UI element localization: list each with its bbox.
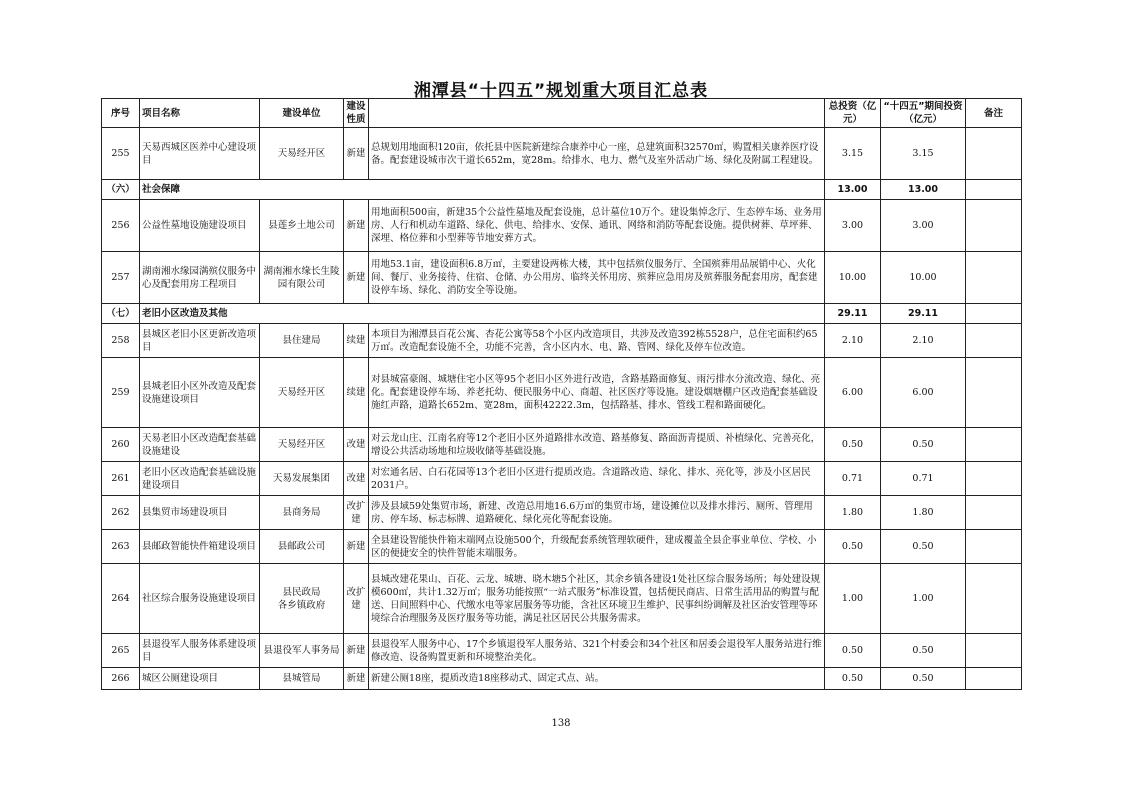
- project-nature: 改建: [344, 428, 369, 462]
- section-remark: [966, 304, 1022, 324]
- project-total: 0.50: [825, 634, 881, 668]
- section-name: 老旧小区改造及其他: [140, 304, 825, 324]
- project-number: 257: [102, 252, 140, 304]
- section-row: [102, 180, 1022, 200]
- project-remark: [966, 324, 1022, 358]
- project-name: 城区公厕建设项目: [140, 668, 260, 690]
- project-nature: 新建: [344, 200, 369, 252]
- project-nature: 新建: [344, 128, 369, 180]
- project-remark: [966, 668, 1022, 690]
- project-remark: [966, 462, 1022, 496]
- project-number: 255: [102, 128, 140, 180]
- header-total: 总投资（亿元）: [825, 99, 881, 128]
- project-number: 258: [102, 324, 140, 358]
- project-total: 1.00: [825, 564, 881, 634]
- project-row: [102, 668, 1022, 690]
- project-row: [102, 462, 1022, 496]
- project-name: 社区综合服务设施建设项目: [140, 564, 260, 634]
- project-unit: 县商务局: [260, 496, 344, 530]
- project-name: 天易西城区医养中心建设项目: [140, 128, 260, 180]
- project-content: 全县建设智能快件箱末端网点设施500个，升级配套系统管理软硬件，建成覆盖全县企事业单位、学校、小区的便捷安全的快件智能末端服务。: [369, 530, 825, 564]
- section-row: [102, 304, 1022, 324]
- project-nature: 新建: [344, 252, 369, 304]
- project-name: 县退役军人服务体系建设项目: [140, 634, 260, 668]
- project-name: 县城老旧小区外改造及配套设施建设项目: [140, 358, 260, 428]
- project-row: [102, 200, 1022, 252]
- project-name: 县邮政智能快件箱建设项目: [140, 530, 260, 564]
- project-period: 6.00: [881, 358, 966, 428]
- project-period: 0.50: [881, 530, 966, 564]
- project-total: 3.00: [825, 200, 881, 252]
- project-unit: 县莲乡土地公司: [260, 200, 344, 252]
- project-total: 0.50: [825, 428, 881, 462]
- project-number: 261: [102, 462, 140, 496]
- header-period: “十四五”期间投资（亿元）: [881, 99, 966, 128]
- header-unit: 建设单位: [260, 99, 344, 128]
- project-remark: [966, 128, 1022, 180]
- project-name: 湖南湘水缘园满殡仪服务中心及配套用房工程项目: [140, 252, 260, 304]
- header-no: 序号: [102, 99, 140, 128]
- header-nature: 建设性质: [344, 99, 369, 128]
- section-name: 社会保障: [140, 180, 825, 200]
- project-unit: 县邮政公司: [260, 530, 344, 564]
- section-number: （七）: [102, 304, 140, 324]
- section-number: （六）: [102, 180, 140, 200]
- project-remark: [966, 530, 1022, 564]
- project-content: 新建公厕18座，提质改造18座移动式、固定式点、站。: [369, 668, 825, 690]
- project-nature: 改扩建: [344, 564, 369, 634]
- project-total: 2.10: [825, 324, 881, 358]
- project-number: 265: [102, 634, 140, 668]
- project-remark: [966, 634, 1022, 668]
- section-total: 29.11: [825, 304, 881, 324]
- project-nature: 改扩建: [344, 496, 369, 530]
- project-nature: 新建: [344, 668, 369, 690]
- project-number: 264: [102, 564, 140, 634]
- project-name: 县城区老旧小区更新改造项目: [140, 324, 260, 358]
- project-row: [102, 358, 1022, 428]
- project-unit: 湖南湘水缘长生陵园有限公司: [260, 252, 344, 304]
- project-number: 262: [102, 496, 140, 530]
- header-name: 项目名称: [140, 99, 260, 128]
- project-period: 1.80: [881, 496, 966, 530]
- project-unit: 天易经开区: [260, 128, 344, 180]
- section-total: 13.00: [825, 180, 881, 200]
- project-content: 对县城富豪阁、城塘住宅小区等95个老旧小区外进行改造，含路基路面修复、雨污排水分流改造、绿化、亮化。配套建设停车场、养老托幼、便民服务中心、商超、社区医疗等设施。建设烟塘棚户区改造配套基础设施红声路，道路长652m、宽28m，面积42222.3m，包括路基、排水、管线工程和路面硬化。: [369, 358, 825, 428]
- project-unit: 县民政局 各乡镇政府: [260, 564, 344, 634]
- project-remark: [966, 358, 1022, 428]
- project-total: 6.00: [825, 358, 881, 428]
- project-nature: 新建: [344, 530, 369, 564]
- project-content: 对云龙山庄、江南名府等12个老旧小区外道路排水改造、路基修复、路面沥青提质、补植绿化、完善亮化，增设公共活动场地和垃圾收储等基础设施。: [369, 428, 825, 462]
- project-name: 老旧小区改造配套基础设施建设项目: [140, 462, 260, 496]
- project-total: 0.50: [825, 668, 881, 690]
- project-row: [102, 324, 1022, 358]
- project-row: [102, 496, 1022, 530]
- project-period: 0.50: [881, 668, 966, 690]
- section-period: 13.00: [881, 180, 966, 200]
- project-remark: [966, 564, 1022, 634]
- project-row: [102, 530, 1022, 564]
- page-title: 湘潭县“十四五”规划重大项目汇总表: [413, 81, 709, 101]
- project-period: 2.10: [881, 324, 966, 358]
- project-period: 1.00: [881, 564, 966, 634]
- project-number: 266: [102, 668, 140, 690]
- header-content: [369, 99, 825, 128]
- project-period: 0.50: [881, 428, 966, 462]
- project-nature: 续建: [344, 358, 369, 428]
- project-unit: 县城管局: [260, 668, 344, 690]
- header-row: [102, 99, 1022, 128]
- project-row: [102, 252, 1022, 304]
- project-remark: [966, 496, 1022, 530]
- project-unit: 天易经开区: [260, 428, 344, 462]
- project-unit: 天易经开区: [260, 358, 344, 428]
- project-period: 0.71: [881, 462, 966, 496]
- project-period: 3.00: [881, 200, 966, 252]
- section-period: 29.11: [881, 304, 966, 324]
- project-remark: [966, 200, 1022, 252]
- header-remark: 备注: [966, 99, 1022, 128]
- project-period: 10.00: [881, 252, 966, 304]
- project-content: 县退役军人服务中心、17个乡镇退役军人服务站、321个村委会和34个社区和居委会退役军人服务站进行维修改造、设备购置更新和环境整治美化。: [369, 634, 825, 668]
- project-row: [102, 128, 1022, 180]
- project-period: 3.15: [881, 128, 966, 180]
- project-total: 3.15: [825, 128, 881, 180]
- project-content: 本项目为湘潭县百花公寓、杏花公寓等58个小区内改造项目，共涉及改造392栋5528户，总住宅面积约65万㎡。改造配套设施不全，功能不完善，含小区内水、电、路、管网、绿化及停车位改造。: [369, 324, 825, 358]
- project-number: 263: [102, 530, 140, 564]
- project-nature: 改建: [344, 462, 369, 496]
- project-total: 10.00: [825, 252, 881, 304]
- project-content: 县城改建花果山、百花、云龙、城塘、晓木塘5个社区，其余乡镇各建设1处社区综合服务场所；每处建设规模600㎡，共计1.32万㎡；服务功能按照“一站式服务”标准设置，包括便民商店、日常生活用品的购置与配送、日间照料中心、代缴水电等家居服务等功能，含社区环境卫生维护、民事纠纷调解及社区治安管理等环境综合治理服务及医疗服务等功能，满足社区居民公共服务需求。: [369, 564, 825, 634]
- project-content: 涉及县域59处集贸市场，新建、改造总用地16.6万㎡的集贸市场，建设摊位以及排水排污、厕所、管理用房、停车场、标志标牌、道路硬化、绿化亮化等配套设施。: [369, 496, 825, 530]
- project-row: [102, 428, 1022, 462]
- project-number: 260: [102, 428, 140, 462]
- project-number: 256: [102, 200, 140, 252]
- project-content: 总规划用地面积120亩，依托县中医院新建综合康养中心一座，总建筑面积32570㎡，购置相关康养医疗设备。配套建设城市次干道长652m，宽28m。给排水、电力、燃气及室外活动广场、绿化及附属工程建设。: [369, 128, 825, 180]
- project-name: 县集贸市场建设项目: [140, 496, 260, 530]
- project-name: 天易老旧小区改造配套基础设施建设: [140, 428, 260, 462]
- project-number: 259: [102, 358, 140, 428]
- project-total: 0.50: [825, 530, 881, 564]
- project-name: 公益性墓地设施建设项目: [140, 200, 260, 252]
- project-unit: 县住建局: [260, 324, 344, 358]
- project-content: 对宏通名居、白石花园等13个老旧小区进行提质改造。含道路改造、绿化、排水、亮化等，涉及小区居民2031户。: [369, 462, 825, 496]
- project-content: 用地面积500亩，新建35个公益性墓地及配套设施，总计墓位10万个。建设集悼念厅、生态停车场、业务用房、人行和机动车道路、绿化、供电、给排水、安保、通讯、网络和消防等配套设施。提供树葬、草坪葬、深埋、格位葬和小型葬等节地安葬方式。: [369, 200, 825, 252]
- project-remark: [966, 428, 1022, 462]
- project-nature: 续建: [344, 324, 369, 358]
- project-nature: 新建: [344, 634, 369, 668]
- project-table: [101, 98, 1022, 690]
- project-unit: 天易发展集团: [260, 462, 344, 496]
- section-remark: [966, 180, 1022, 200]
- project-content: 用地53.1亩，建设面积6.8万㎡，主要建设两栋大楼，其中包括殡仪服务厅、全国殡葬用品展销中心、火化间、餐厅、业务接待、住宿、仓储、办公用房、临终关怀用房、殡葬应急用房及殡葬服务配套用房，配套建设停车场、绿化、消防安全等设施。: [369, 252, 825, 304]
- project-remark: [966, 252, 1022, 304]
- project-total: 0.71: [825, 462, 881, 496]
- page-number: 138: [551, 718, 571, 729]
- project-row: [102, 634, 1022, 668]
- project-total: 1.80: [825, 496, 881, 530]
- project-row: [102, 564, 1022, 634]
- project-period: 0.50: [881, 634, 966, 668]
- project-unit: 县退役军人事务局: [260, 634, 344, 668]
